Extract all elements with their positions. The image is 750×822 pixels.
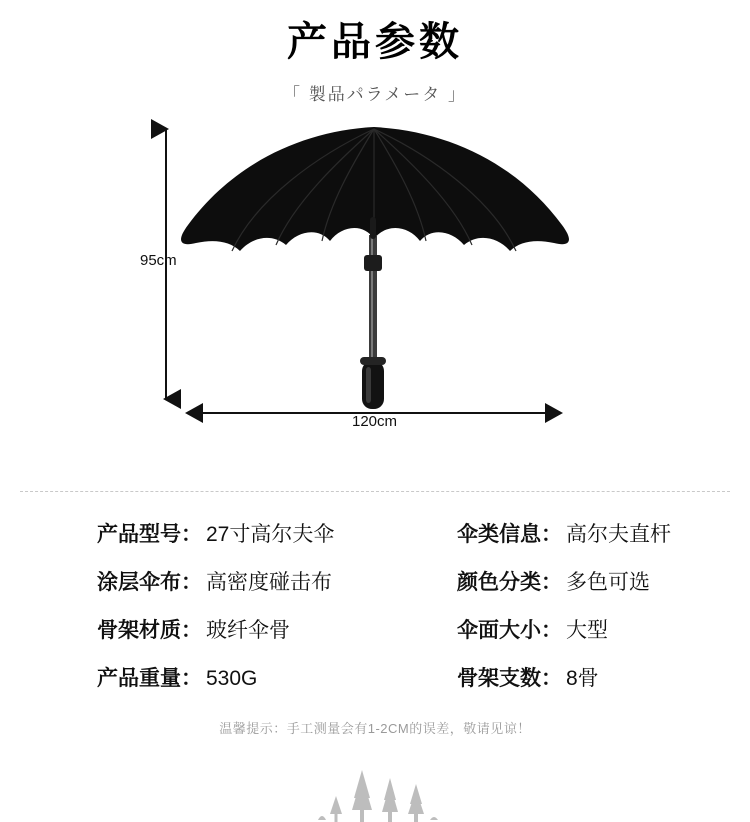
spec-value: 27寸高尔夫伞 [206,523,335,546]
spec-value: 8骨 [566,667,599,690]
table-row [375,566,695,596]
table-row [55,662,375,692]
spec-table [55,518,695,692]
spec-label: 骨架材质： [97,619,202,642]
spec-value: 大型 [566,619,608,642]
section-divider [20,491,730,492]
tree-silhouette-icon [0,752,750,822]
width-dimension-label: 120cm [352,413,398,430]
spec-label: 产品重量： [97,667,202,690]
table-row [55,614,375,644]
spec-label: 颜色分类： [457,571,562,594]
spec-value: 多色可选 [566,571,650,594]
footer-decoration [0,752,750,822]
table-row [55,566,375,596]
spec-label: 骨架支数： [457,667,562,690]
spec-value: 530G [206,667,258,690]
umbrella-handle [360,357,386,409]
spec-label: 伞类信息： [457,523,562,546]
spec-value: 高尔夫直杆 [566,523,671,546]
table-row [55,518,375,548]
measurement-notice: 温馨提示：手工测量会有1-2CM的误差，敬请见谅！ [219,721,531,736]
table-row [375,614,695,644]
page-subtitle: 「 製品パラメータ 」 [283,85,467,104]
table-row [375,518,695,548]
table-row [375,662,695,692]
product-figure [0,117,750,477]
spec-label: 涂层伞布： [97,571,202,594]
page-title: 产品参数 [287,19,463,64]
height-dimension-label: 95cm [140,252,177,269]
spec-value: 高密度碰击布 [206,571,332,594]
header [0,0,750,105]
spec-label: 产品型号： [97,523,202,546]
spec-label: 伞面大小： [457,619,562,642]
spec-value: 玻纤伞骨 [206,619,290,642]
